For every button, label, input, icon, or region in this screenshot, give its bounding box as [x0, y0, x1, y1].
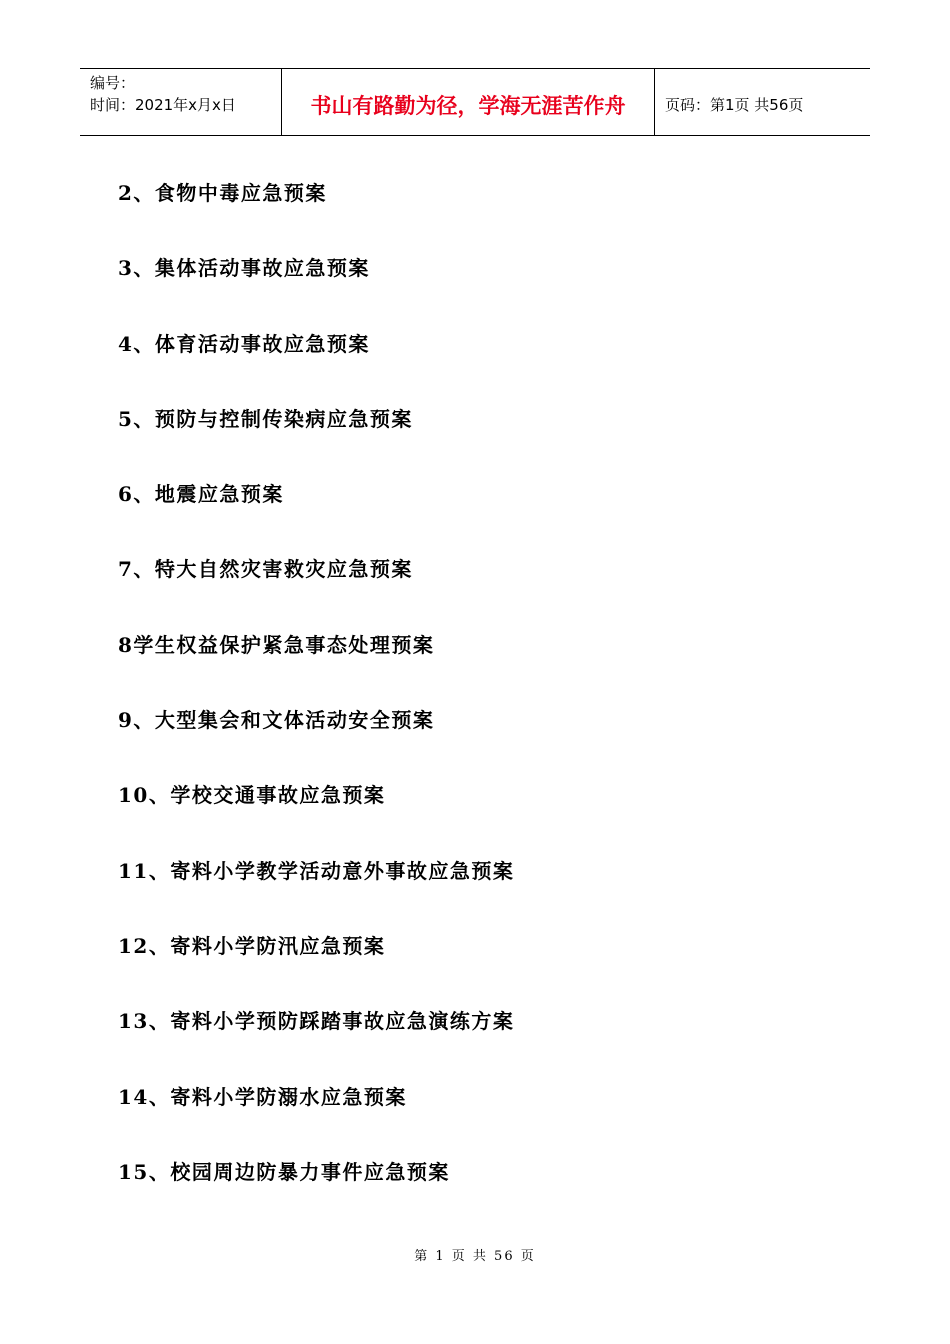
list-item: 11、寄料小学教学活动意外事故应急预案	[118, 858, 515, 883]
list-item: 4、体育活动事故应急预案	[118, 331, 370, 356]
document-number-label: 编号：	[90, 74, 136, 92]
list-item: 3、集体活动事故应急预案	[118, 256, 370, 281]
list-item: 2、食物中毒应急预案	[118, 181, 327, 205]
list-item: 10、学校交通事故应急预案	[118, 783, 386, 808]
list-item: 6、地震应急预案	[118, 482, 284, 507]
list-item: 12、寄料小学防汛应急预案	[118, 933, 386, 958]
list-item: 14、寄料小学防溺水应急预案	[118, 1084, 407, 1109]
list-item: 9、大型集会和文体活动安全预案	[118, 708, 435, 733]
document-time-label: 时间：2021年x月x日	[90, 96, 236, 114]
page-header	[80, 68, 870, 136]
list-item: 7、特大自然灾害救灾应急预案	[118, 557, 413, 582]
header-meta	[80, 69, 282, 135]
page-footer: 第 1 页 共 56 页	[414, 1249, 536, 1264]
header-motto: 书山有路勤为径，学海无涯苦作舟	[282, 69, 655, 135]
header-page-info: 页码：第1页 共56页	[665, 95, 804, 114]
plan-list	[118, 168, 514, 1222]
list-item: 5、预防与控制传染病应急预案	[118, 406, 413, 431]
list-item: 15、校园周边防暴力事件应急预案	[118, 1159, 450, 1184]
list-item: 13、寄料小学预防踩踏事故应急演练方案	[118, 1009, 515, 1034]
list-item: 8学生权益保护紧急事态处理预案	[118, 632, 435, 657]
